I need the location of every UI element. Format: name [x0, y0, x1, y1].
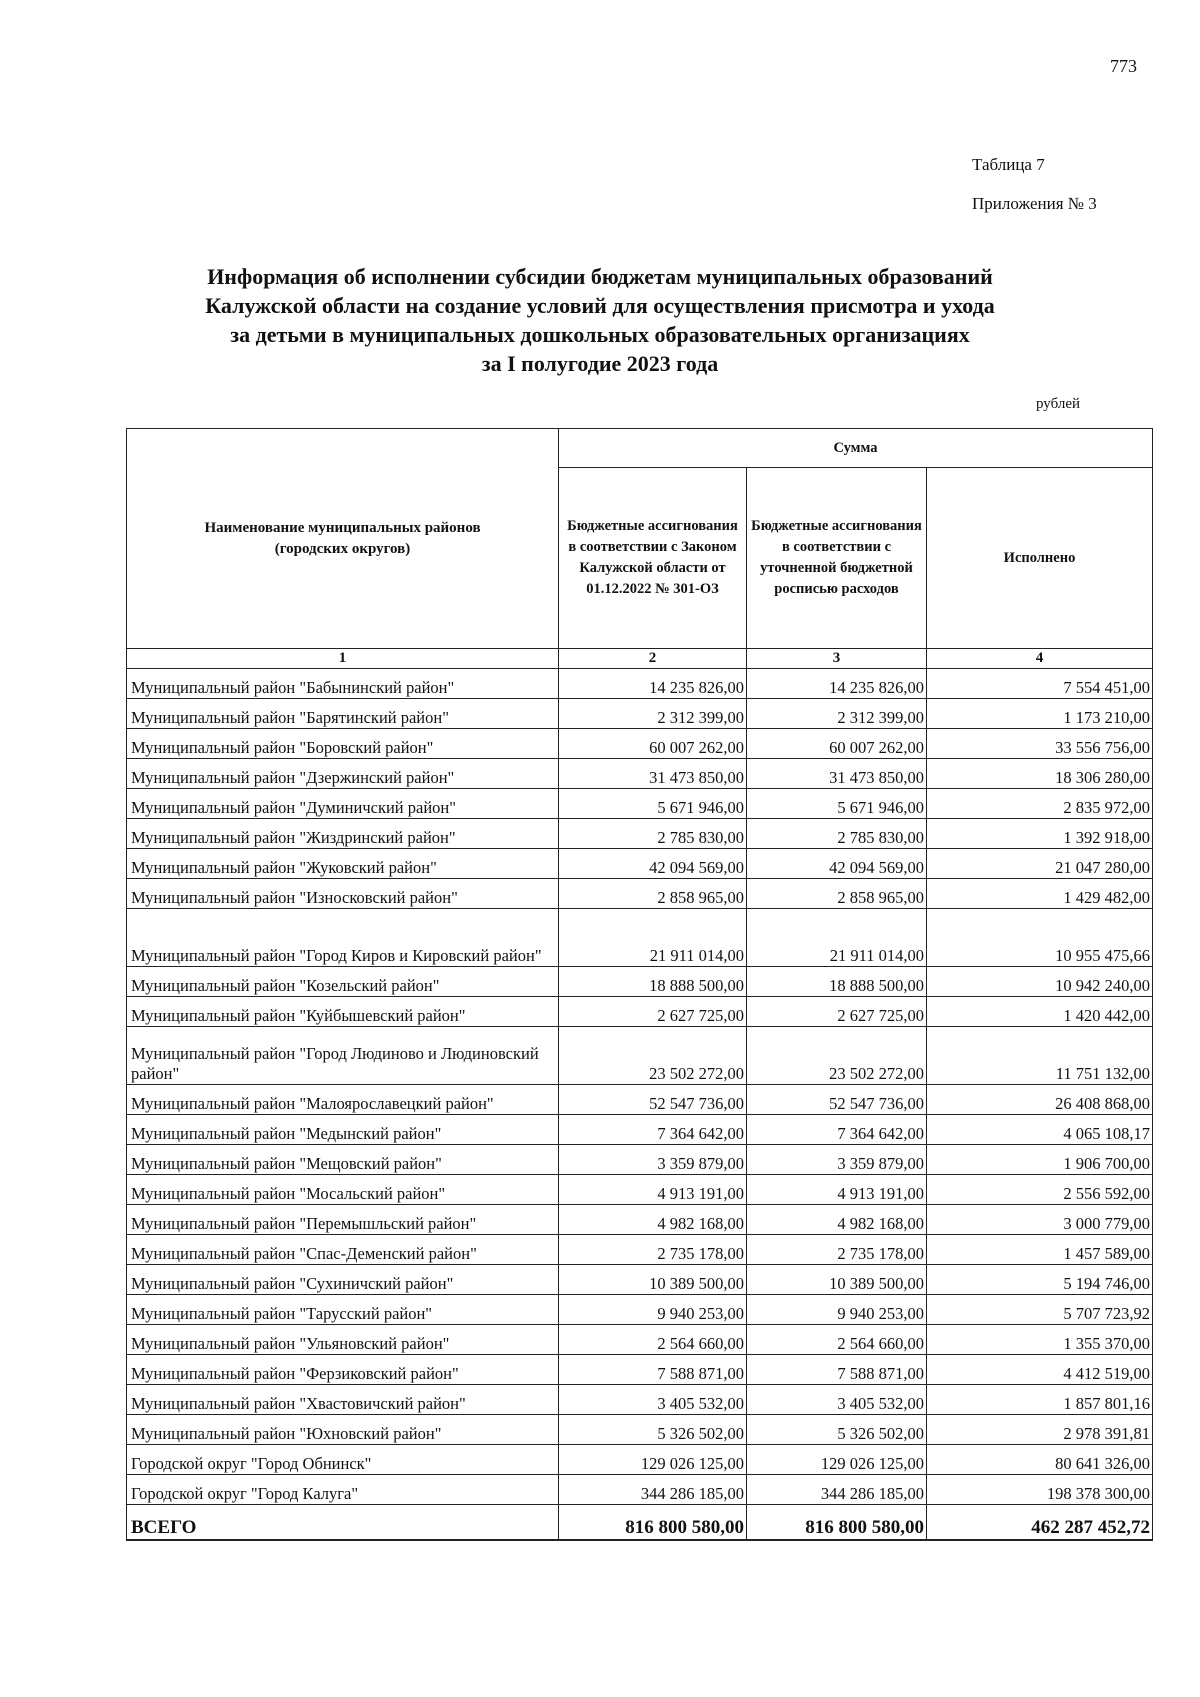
allocation-law: 7 364 642,00: [559, 1115, 747, 1145]
allocation-law: 5 671 946,00: [559, 789, 747, 819]
district-name: Муниципальный район "Медынский район": [127, 1115, 559, 1145]
allocation-law: 5 326 502,00: [559, 1415, 747, 1445]
allocation-law: 2 627 725,00: [559, 997, 747, 1027]
district-name: Муниципальный район "Тарусский район": [127, 1295, 559, 1325]
allocation-law: 21 911 014,00: [559, 909, 747, 967]
allocation-law: 2 312 399,00: [559, 699, 747, 729]
allocation-law: 23 502 272,00: [559, 1027, 747, 1085]
allocation-law: 4 913 191,00: [559, 1175, 747, 1205]
allocation-law: 7 588 871,00: [559, 1355, 747, 1385]
allocation-revised: 23 502 272,00: [747, 1027, 927, 1085]
total-row: [127, 1505, 1153, 1541]
district-name: Муниципальный район "Жиздринский район": [127, 819, 559, 849]
table-row: [127, 1295, 1153, 1325]
table-row: [127, 1115, 1153, 1145]
district-name: Муниципальный район "Бабынинский район": [127, 669, 559, 699]
table-row: [127, 1145, 1153, 1175]
executed: 1 857 801,16: [927, 1385, 1153, 1415]
header-col3: Бюджетные ассигнования в соответствии с уточненной бюджетной росписью расходов: [747, 468, 927, 649]
allocation-revised: 2 785 830,00: [747, 819, 927, 849]
allocation-revised: 5 326 502,00: [747, 1415, 927, 1445]
table-row: [127, 997, 1153, 1027]
subsidy-table: [126, 428, 1153, 1541]
executed: 7 554 451,00: [927, 669, 1153, 699]
executed: 10 942 240,00: [927, 967, 1153, 997]
allocation-revised: 10 389 500,00: [747, 1265, 927, 1295]
title-line: за детьми в муниципальных дошкольных образовательных организациях: [230, 322, 970, 347]
allocation-law: 52 547 736,00: [559, 1085, 747, 1115]
executed: 1 906 700,00: [927, 1145, 1153, 1175]
allocation-law: 14 235 826,00: [559, 669, 747, 699]
executed: 26 408 868,00: [927, 1085, 1153, 1115]
district-name: Муниципальный район "Перемышльский район": [127, 1205, 559, 1235]
table-row: [127, 819, 1153, 849]
district-name: Муниципальный район "Малоярославецкий район": [127, 1085, 559, 1115]
district-name: Муниципальный район "Спас-Деменский район": [127, 1235, 559, 1265]
table-row: [127, 1475, 1153, 1505]
table-row: [127, 1415, 1153, 1445]
allocation-law: 129 026 125,00: [559, 1445, 747, 1475]
table-row: [127, 1085, 1153, 1115]
executed: 2 556 592,00: [927, 1175, 1153, 1205]
title-line: Информация об исполнении субсидии бюджетам муниципальных образований: [207, 264, 993, 289]
executed: 3 000 779,00: [927, 1205, 1153, 1235]
table-row: [127, 1265, 1153, 1295]
title-line: Калужской области на создание условий для осуществления присмотра и ухода: [205, 293, 995, 318]
table-row: [127, 669, 1153, 699]
district-name: Городской округ "Город Калуга": [127, 1475, 559, 1505]
district-name: Муниципальный район "Жуковский район": [127, 849, 559, 879]
executed: 21 047 280,00: [927, 849, 1153, 879]
table-row: [127, 1175, 1153, 1205]
table-row: [127, 699, 1153, 729]
total-executed: 462 287 452,72: [927, 1505, 1153, 1541]
executed: 198 378 300,00: [927, 1475, 1153, 1505]
allocation-revised: 129 026 125,00: [747, 1445, 927, 1475]
units-label: рублей: [1036, 396, 1081, 412]
allocation-revised: 7 588 871,00: [747, 1355, 927, 1385]
allocation-revised: 5 671 946,00: [747, 789, 927, 819]
district-name: Городской округ "Город Обнинск": [127, 1445, 559, 1475]
executed: 1 429 482,00: [927, 879, 1153, 909]
table-row: [127, 1205, 1153, 1235]
table-row: [127, 1385, 1153, 1415]
allocation-law: 344 286 185,00: [559, 1475, 747, 1505]
executed: 2 835 972,00: [927, 789, 1153, 819]
allocation-revised: 14 235 826,00: [747, 669, 927, 699]
executed: 1 392 918,00: [927, 819, 1153, 849]
header-name: Наименование муниципальных районов (городских округов): [127, 429, 559, 649]
allocation-law: 9 940 253,00: [559, 1295, 747, 1325]
executed: 1 457 589,00: [927, 1235, 1153, 1265]
allocation-revised: 42 094 569,00: [747, 849, 927, 879]
allocation-revised: 52 547 736,00: [747, 1085, 927, 1115]
executed: 1 355 370,00: [927, 1325, 1153, 1355]
executed: 1 173 210,00: [927, 699, 1153, 729]
allocation-revised: 2 627 725,00: [747, 997, 927, 1027]
district-name: Муниципальный район "Город Киров и Кировский район": [127, 909, 559, 967]
col-number: 4: [927, 649, 1153, 669]
district-name: Муниципальный район "Хвастовичский район": [127, 1385, 559, 1415]
district-name: Муниципальный район "Козельский район": [127, 967, 559, 997]
allocation-law: 2 564 660,00: [559, 1325, 747, 1355]
executed: 1 420 442,00: [927, 997, 1153, 1027]
district-name: Муниципальный район "Сухиничский район": [127, 1265, 559, 1295]
header-sum: Сумма: [559, 429, 1153, 468]
allocation-law: 60 007 262,00: [559, 729, 747, 759]
executed: 33 556 756,00: [927, 729, 1153, 759]
district-name: Муниципальный район "Куйбышевский район": [127, 997, 559, 1027]
appendix-label: Приложения № 3: [972, 194, 1097, 213]
executed: 10 955 475,66: [927, 909, 1153, 967]
total-allocation-law: 816 800 580,00: [559, 1505, 747, 1541]
district-name: Муниципальный район "Город Людиново и Людиновский район": [127, 1027, 559, 1085]
executed: 5 707 723,92: [927, 1295, 1153, 1325]
allocation-law: 42 094 569,00: [559, 849, 747, 879]
executed: 2 978 391,81: [927, 1415, 1153, 1445]
document-title: [130, 262, 1070, 378]
allocation-revised: 3 359 879,00: [747, 1145, 927, 1175]
district-name: Муниципальный район "Думиничский район": [127, 789, 559, 819]
district-name: Муниципальный район "Ферзиковский район": [127, 1355, 559, 1385]
title-line: за I полугодие 2023 года: [481, 351, 719, 376]
allocation-revised: 2 858 965,00: [747, 879, 927, 909]
table-row: [127, 879, 1153, 909]
table-row: [127, 1445, 1153, 1475]
district-name: Муниципальный район "Износковский район": [127, 879, 559, 909]
allocation-revised: 9 940 253,00: [747, 1295, 927, 1325]
col-number: 1: [127, 649, 559, 669]
allocation-law: 3 405 532,00: [559, 1385, 747, 1415]
allocation-revised: 21 911 014,00: [747, 909, 927, 967]
allocation-law: 10 389 500,00: [559, 1265, 747, 1295]
executed: 11 751 132,00: [927, 1027, 1153, 1085]
table-row: [127, 789, 1153, 819]
executed: 80 641 326,00: [927, 1445, 1153, 1475]
allocation-revised: 2 312 399,00: [747, 699, 927, 729]
allocation-law: 31 473 850,00: [559, 759, 747, 789]
district-name: Муниципальный район "Юхновский район": [127, 1415, 559, 1445]
allocation-revised: 344 286 185,00: [747, 1475, 927, 1505]
district-name: Муниципальный район "Боровский район": [127, 729, 559, 759]
allocation-revised: 4 982 168,00: [747, 1205, 927, 1235]
district-name: Муниципальный район "Ульяновский район": [127, 1325, 559, 1355]
allocation-revised: 31 473 850,00: [747, 759, 927, 789]
allocation-law: 2 785 830,00: [559, 819, 747, 849]
district-name: Муниципальный район "Дзержинский район": [127, 759, 559, 789]
page-number: 773: [1110, 56, 1137, 76]
executed: 4 412 519,00: [927, 1355, 1153, 1385]
table-row: [127, 759, 1153, 789]
allocation-law: 18 888 500,00: [559, 967, 747, 997]
executed: 18 306 280,00: [927, 759, 1153, 789]
table-row: [127, 1325, 1153, 1355]
allocation-law: 3 359 879,00: [559, 1145, 747, 1175]
allocation-revised: 60 007 262,00: [747, 729, 927, 759]
table-row: [127, 909, 1153, 967]
header-col4: Исполнено: [927, 468, 1153, 649]
allocation-revised: 3 405 532,00: [747, 1385, 927, 1415]
allocation-revised: 2 735 178,00: [747, 1235, 927, 1265]
table-row: [127, 849, 1153, 879]
allocation-law: 2 735 178,00: [559, 1235, 747, 1265]
allocation-revised: 4 913 191,00: [747, 1175, 927, 1205]
col-number: 2: [559, 649, 747, 669]
district-name: Муниципальный район "Мещовский район": [127, 1145, 559, 1175]
executed: 4 065 108,17: [927, 1115, 1153, 1145]
allocation-law: 4 982 168,00: [559, 1205, 747, 1235]
district-name: Муниципальный район "Мосальский район": [127, 1175, 559, 1205]
header-col2: Бюджетные ассигнования в соответствии с Законом Калужской области от 01.12.2022 № 301-ОЗ: [559, 468, 747, 649]
district-name: Муниципальный район "Барятинский район": [127, 699, 559, 729]
allocation-revised: 7 364 642,00: [747, 1115, 927, 1145]
allocation-revised: 2 564 660,00: [747, 1325, 927, 1355]
table-row: [127, 967, 1153, 997]
executed: 5 194 746,00: [927, 1265, 1153, 1295]
table-row: [127, 729, 1153, 759]
table-row: [127, 1355, 1153, 1385]
table-label: Таблица 7: [972, 155, 1045, 174]
allocation-law: 2 858 965,00: [559, 879, 747, 909]
col-number: 3: [747, 649, 927, 669]
table-row: [127, 1027, 1153, 1085]
total-allocation-revised: 816 800 580,00: [747, 1505, 927, 1541]
total-label: ВСЕГО: [127, 1505, 559, 1541]
allocation-revised: 18 888 500,00: [747, 967, 927, 997]
table-row: [127, 1235, 1153, 1265]
